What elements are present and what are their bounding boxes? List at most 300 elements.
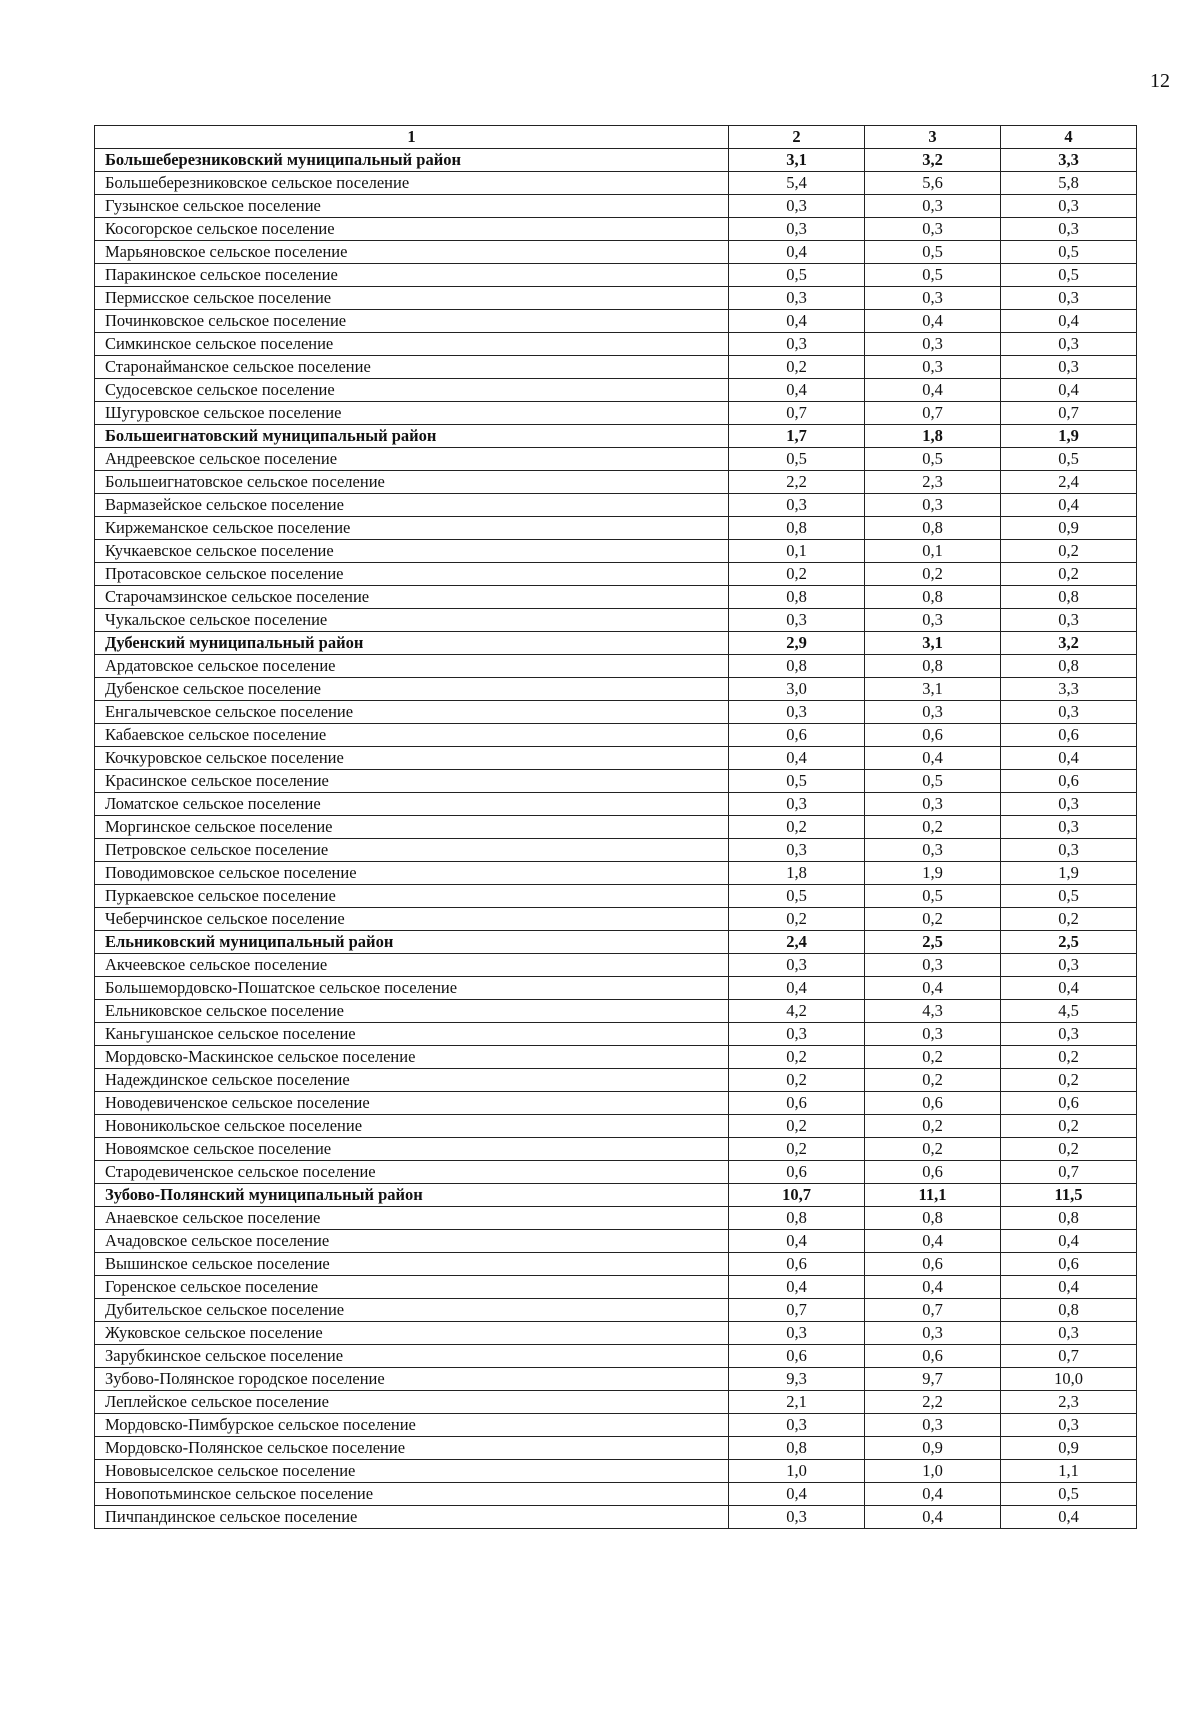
table-row — [95, 333, 1137, 356]
row-value-col4-cell: 0,5 — [1001, 241, 1137, 264]
row-value-col4-cell: 1,1 — [1001, 1460, 1137, 1483]
row-value-col2-cell: 0,3 — [729, 1506, 865, 1529]
row-name-cell: Судосевское сельское поселение — [95, 379, 729, 402]
row-value-col2-cell: 0,8 — [729, 1207, 865, 1230]
row-name-cell: Стародевиченское сельское поселение — [95, 1161, 729, 1184]
table-row — [95, 540, 1137, 563]
row-value-col4-cell: 0,3 — [1001, 609, 1137, 632]
row-value-col4-cell: 0,2 — [1001, 563, 1137, 586]
row-value-col2-cell: 0,3 — [729, 287, 865, 310]
row-name-cell: Акчеевское сельское поселение — [95, 954, 729, 977]
row-value-col4-cell: 4,5 — [1001, 1000, 1137, 1023]
row-value-col3-cell: 5,6 — [865, 172, 1001, 195]
row-value-col3-cell: 2,2 — [865, 1391, 1001, 1414]
row-value-col2-cell: 0,4 — [729, 310, 865, 333]
table-row — [95, 448, 1137, 471]
row-name-cell: Паракинское сельское поселение — [95, 264, 729, 287]
row-value-col2-cell: 0,5 — [729, 448, 865, 471]
row-value-col3-cell: 0,3 — [865, 609, 1001, 632]
row-value-col4-cell: 0,7 — [1001, 1161, 1137, 1184]
row-value-col2-cell: 2,4 — [729, 931, 865, 954]
row-value-col3-cell: 0,4 — [865, 977, 1001, 1000]
row-name-cell: Большеигнатовское сельское поселение — [95, 471, 729, 494]
row-name-cell: Большеигнатовский муниципальный район — [95, 425, 729, 448]
row-value-col2-cell: 3,0 — [729, 678, 865, 701]
row-value-col2-cell: 0,3 — [729, 1322, 865, 1345]
row-value-col2-cell: 0,2 — [729, 816, 865, 839]
table-row — [95, 1138, 1137, 1161]
table-row — [95, 379, 1137, 402]
row-value-col4-cell: 1,9 — [1001, 425, 1137, 448]
row-value-col3-cell: 0,3 — [865, 954, 1001, 977]
row-value-col2-cell: 0,3 — [729, 954, 865, 977]
row-value-col3-cell: 0,7 — [865, 1299, 1001, 1322]
row-value-col2-cell: 0,7 — [729, 402, 865, 425]
row-value-col4-cell: 0,2 — [1001, 1138, 1137, 1161]
row-name-cell: Жуковское сельское поселение — [95, 1322, 729, 1345]
row-name-cell: Дубенский муниципальный район — [95, 632, 729, 655]
table-row — [95, 1069, 1137, 1092]
row-value-col3-cell: 0,2 — [865, 1069, 1001, 1092]
row-name-cell: Старонайманское сельское поселение — [95, 356, 729, 379]
row-value-col4-cell: 0,4 — [1001, 1506, 1137, 1529]
row-value-col3-cell: 0,3 — [865, 356, 1001, 379]
row-value-col3-cell: 3,1 — [865, 632, 1001, 655]
row-value-col2-cell: 9,3 — [729, 1368, 865, 1391]
row-name-cell: Зубово-Полянский муниципальный район — [95, 1184, 729, 1207]
row-name-cell: Каньгушанское сельское поселение — [95, 1023, 729, 1046]
row-value-col4-cell: 0,4 — [1001, 379, 1137, 402]
table-row — [95, 1161, 1137, 1184]
row-value-col4-cell: 0,3 — [1001, 1023, 1137, 1046]
row-name-cell: Дубенское сельское поселение — [95, 678, 729, 701]
district-row — [95, 931, 1137, 954]
row-value-col4-cell: 3,3 — [1001, 678, 1137, 701]
row-name-cell: Большеберезниковский муниципальный район — [95, 149, 729, 172]
row-name-cell: Большеберезниковское сельское поселение — [95, 172, 729, 195]
row-name-cell: Горенское сельское поселение — [95, 1276, 729, 1299]
row-value-col4-cell: 0,6 — [1001, 724, 1137, 747]
table-row — [95, 1023, 1137, 1046]
row-name-cell: Надеждинское сельское поселение — [95, 1069, 729, 1092]
row-value-col3-cell: 1,0 — [865, 1460, 1001, 1483]
row-value-col2-cell: 0,4 — [729, 241, 865, 264]
row-name-cell: Кучкаевское сельское поселение — [95, 540, 729, 563]
row-value-col2-cell: 0,6 — [729, 1161, 865, 1184]
row-value-col3-cell: 0,8 — [865, 655, 1001, 678]
table-row — [95, 1414, 1137, 1437]
row-value-col4-cell: 2,4 — [1001, 471, 1137, 494]
row-value-col3-cell: 0,8 — [865, 1207, 1001, 1230]
row-value-col3-cell: 0,2 — [865, 1046, 1001, 1069]
table-row — [95, 195, 1137, 218]
table-row — [95, 747, 1137, 770]
row-value-col3-cell: 0,3 — [865, 839, 1001, 862]
row-value-col4-cell: 0,4 — [1001, 747, 1137, 770]
row-value-col2-cell: 0,5 — [729, 770, 865, 793]
row-value-col4-cell: 0,4 — [1001, 310, 1137, 333]
row-value-col4-cell: 0,3 — [1001, 1414, 1137, 1437]
row-name-cell: Енгалычевское сельское поселение — [95, 701, 729, 724]
row-value-col4-cell: 0,3 — [1001, 816, 1137, 839]
table-row — [95, 1391, 1137, 1414]
row-value-col2-cell: 0,5 — [729, 885, 865, 908]
row-value-col4-cell: 0,6 — [1001, 1253, 1137, 1276]
table-row — [95, 977, 1137, 1000]
row-name-cell: Старочамзинское сельское поселение — [95, 586, 729, 609]
table-row — [95, 908, 1137, 931]
row-value-col3-cell: 0,7 — [865, 402, 1001, 425]
row-name-cell: Симкинское сельское поселение — [95, 333, 729, 356]
row-name-cell: Большемордовско-Пошатское сельское поселение — [95, 977, 729, 1000]
row-value-col4-cell: 0,6 — [1001, 770, 1137, 793]
row-value-col3-cell: 9,7 — [865, 1368, 1001, 1391]
row-value-col4-cell: 0,5 — [1001, 448, 1137, 471]
row-value-col2-cell: 0,2 — [729, 908, 865, 931]
row-value-col3-cell: 0,8 — [865, 586, 1001, 609]
row-value-col3-cell: 0,3 — [865, 287, 1001, 310]
row-value-col3-cell: 0,4 — [865, 1276, 1001, 1299]
row-value-col3-cell: 0,9 — [865, 1437, 1001, 1460]
table-row — [95, 241, 1137, 264]
row-value-col4-cell: 0,3 — [1001, 1322, 1137, 1345]
row-value-col2-cell: 0,2 — [729, 1138, 865, 1161]
row-value-col3-cell: 0,2 — [865, 908, 1001, 931]
table-row — [95, 1000, 1137, 1023]
row-name-cell: Ломатское сельское поселение — [95, 793, 729, 816]
row-value-col2-cell: 0,4 — [729, 379, 865, 402]
table-row — [95, 517, 1137, 540]
table-row — [95, 1483, 1137, 1506]
row-value-col3-cell: 2,5 — [865, 931, 1001, 954]
row-value-col3-cell: 4,3 — [865, 1000, 1001, 1023]
table-row — [95, 494, 1137, 517]
row-name-cell: Шугуровское сельское поселение — [95, 402, 729, 425]
row-value-col3-cell: 0,4 — [865, 747, 1001, 770]
row-value-col3-cell: 0,5 — [865, 264, 1001, 287]
row-value-col3-cell: 11,1 — [865, 1184, 1001, 1207]
row-value-col3-cell: 0,1 — [865, 540, 1001, 563]
table-row — [95, 563, 1137, 586]
row-value-col2-cell: 10,7 — [729, 1184, 865, 1207]
row-value-col2-cell: 2,1 — [729, 1391, 865, 1414]
row-value-col2-cell: 0,6 — [729, 1092, 865, 1115]
district-row — [95, 149, 1137, 172]
row-value-col3-cell: 0,6 — [865, 1253, 1001, 1276]
table-row — [95, 1115, 1137, 1138]
row-name-cell: Пичпандинское сельское поселение — [95, 1506, 729, 1529]
row-value-col3-cell: 3,1 — [865, 678, 1001, 701]
row-value-col2-cell: 0,3 — [729, 609, 865, 632]
row-value-col4-cell: 0,5 — [1001, 885, 1137, 908]
table-body — [95, 149, 1137, 1529]
district-row — [95, 1184, 1137, 1207]
row-value-col2-cell: 0,2 — [729, 1069, 865, 1092]
table-row — [95, 839, 1137, 862]
row-value-col2-cell: 1,0 — [729, 1460, 865, 1483]
row-value-col3-cell: 0,8 — [865, 517, 1001, 540]
row-value-col3-cell: 0,3 — [865, 494, 1001, 517]
table-row — [95, 310, 1137, 333]
row-value-col3-cell: 0,4 — [865, 310, 1001, 333]
row-value-col2-cell: 0,8 — [729, 1437, 865, 1460]
row-value-col2-cell: 0,8 — [729, 517, 865, 540]
table-row — [95, 1345, 1137, 1368]
row-value-col3-cell: 0,2 — [865, 1138, 1001, 1161]
table-row — [95, 609, 1137, 632]
row-value-col4-cell: 0,3 — [1001, 954, 1137, 977]
row-value-col3-cell: 0,2 — [865, 1115, 1001, 1138]
table-row — [95, 287, 1137, 310]
row-value-col4-cell: 0,3 — [1001, 793, 1137, 816]
row-value-col4-cell: 0,6 — [1001, 1092, 1137, 1115]
row-value-col2-cell: 0,4 — [729, 977, 865, 1000]
row-value-col4-cell: 2,3 — [1001, 1391, 1137, 1414]
row-value-col2-cell: 0,2 — [729, 1046, 865, 1069]
row-value-col2-cell: 0,2 — [729, 563, 865, 586]
row-name-cell: Зарубкинское сельское поселение — [95, 1345, 729, 1368]
row-value-col4-cell: 0,7 — [1001, 402, 1137, 425]
row-value-col3-cell: 2,3 — [865, 471, 1001, 494]
table-row — [95, 1368, 1137, 1391]
table-row — [95, 172, 1137, 195]
row-value-col4-cell: 0,4 — [1001, 1230, 1137, 1253]
row-value-col3-cell: 0,4 — [865, 379, 1001, 402]
table-row — [95, 1322, 1137, 1345]
row-value-col3-cell: 0,3 — [865, 1414, 1001, 1437]
column-header-3: 3 — [865, 126, 1001, 149]
table-row — [95, 770, 1137, 793]
row-value-col3-cell: 0,6 — [865, 1161, 1001, 1184]
table-row — [95, 402, 1137, 425]
row-value-col2-cell: 0,3 — [729, 701, 865, 724]
row-value-col4-cell: 0,5 — [1001, 1483, 1137, 1506]
row-name-cell: Петровское сельское поселение — [95, 839, 729, 862]
row-name-cell: Ачадовское сельское поселение — [95, 1230, 729, 1253]
table-row — [95, 678, 1137, 701]
row-name-cell: Леплейское сельское поселение — [95, 1391, 729, 1414]
row-name-cell: Вышинское сельское поселение — [95, 1253, 729, 1276]
row-value-col3-cell: 0,4 — [865, 1483, 1001, 1506]
row-value-col4-cell: 0,3 — [1001, 195, 1137, 218]
row-value-col2-cell: 0,3 — [729, 839, 865, 862]
table-row — [95, 356, 1137, 379]
row-value-col4-cell: 3,3 — [1001, 149, 1137, 172]
table-row — [95, 471, 1137, 494]
row-value-col3-cell: 0,6 — [865, 1092, 1001, 1115]
row-value-col2-cell: 0,3 — [729, 333, 865, 356]
row-value-col4-cell: 0,3 — [1001, 287, 1137, 310]
row-name-cell: Протасовское сельское поселение — [95, 563, 729, 586]
row-value-col4-cell: 11,5 — [1001, 1184, 1137, 1207]
column-header-1: 1 — [95, 126, 729, 149]
row-value-col2-cell: 0,8 — [729, 655, 865, 678]
row-name-cell: Киржеманское сельское поселение — [95, 517, 729, 540]
row-value-col2-cell: 2,2 — [729, 471, 865, 494]
row-value-col2-cell: 0,2 — [729, 356, 865, 379]
row-name-cell: Ельниковский муниципальный район — [95, 931, 729, 954]
table-row — [95, 862, 1137, 885]
row-value-col2-cell: 0,4 — [729, 1483, 865, 1506]
table-row — [95, 586, 1137, 609]
row-value-col4-cell: 0,5 — [1001, 264, 1137, 287]
row-value-col4-cell: 0,3 — [1001, 701, 1137, 724]
table-row — [95, 1046, 1137, 1069]
row-name-cell: Новопотьминское сельское поселение — [95, 1483, 729, 1506]
row-value-col4-cell: 0,9 — [1001, 517, 1137, 540]
table-row — [95, 885, 1137, 908]
row-name-cell: Красинское сельское поселение — [95, 770, 729, 793]
row-value-col4-cell: 0,8 — [1001, 1207, 1137, 1230]
row-value-col4-cell: 0,4 — [1001, 977, 1137, 1000]
row-value-col2-cell: 0,3 — [729, 1023, 865, 1046]
row-name-cell: Чеберчинское сельское поселение — [95, 908, 729, 931]
row-value-col2-cell: 0,6 — [729, 1345, 865, 1368]
row-value-col2-cell: 0,6 — [729, 1253, 865, 1276]
table-row — [95, 218, 1137, 241]
row-value-col3-cell: 0,5 — [865, 241, 1001, 264]
table-row — [95, 1460, 1137, 1483]
row-value-col3-cell: 1,8 — [865, 425, 1001, 448]
row-value-col2-cell: 5,4 — [729, 172, 865, 195]
row-value-col2-cell: 0,4 — [729, 1230, 865, 1253]
row-value-col4-cell: 0,9 — [1001, 1437, 1137, 1460]
row-value-col4-cell: 0,2 — [1001, 540, 1137, 563]
table-header-row — [95, 126, 1137, 149]
row-value-col4-cell: 3,2 — [1001, 632, 1137, 655]
row-name-cell: Зубово-Полянское городское поселение — [95, 1368, 729, 1391]
row-value-col2-cell: 0,3 — [729, 195, 865, 218]
row-name-cell: Новоникольское сельское поселение — [95, 1115, 729, 1138]
table-row — [95, 1092, 1137, 1115]
row-value-col3-cell: 0,5 — [865, 448, 1001, 471]
row-value-col4-cell: 0,2 — [1001, 1069, 1137, 1092]
row-value-col4-cell: 0,8 — [1001, 1299, 1137, 1322]
row-value-col4-cell: 0,3 — [1001, 333, 1137, 356]
row-name-cell: Новоямское сельское поселение — [95, 1138, 729, 1161]
row-name-cell: Починковское сельское поселение — [95, 310, 729, 333]
row-value-col4-cell: 0,7 — [1001, 1345, 1137, 1368]
row-value-col2-cell: 0,7 — [729, 1299, 865, 1322]
table-row — [95, 1207, 1137, 1230]
row-value-col2-cell: 0,3 — [729, 494, 865, 517]
row-name-cell: Дубительское сельское поселение — [95, 1299, 729, 1322]
column-header-4: 4 — [1001, 126, 1137, 149]
row-value-col2-cell: 4,2 — [729, 1000, 865, 1023]
table-row — [95, 793, 1137, 816]
row-name-cell: Анаевское сельское поселение — [95, 1207, 729, 1230]
table-row — [95, 724, 1137, 747]
column-header-2: 2 — [729, 126, 865, 149]
row-name-cell: Ельниковское сельское поселение — [95, 1000, 729, 1023]
row-name-cell: Вармазейское сельское поселение — [95, 494, 729, 517]
row-value-col2-cell: 1,8 — [729, 862, 865, 885]
row-name-cell: Мордовско-Пимбурское сельское поселение — [95, 1414, 729, 1437]
row-value-col4-cell: 0,3 — [1001, 218, 1137, 241]
row-value-col2-cell: 0,2 — [729, 1115, 865, 1138]
row-value-col4-cell: 0,2 — [1001, 1115, 1137, 1138]
page-number: 12 — [1150, 70, 1170, 92]
row-value-col3-cell: 0,6 — [865, 1345, 1001, 1368]
row-name-cell: Новодевиченское сельское поселение — [95, 1092, 729, 1115]
district-row — [95, 632, 1137, 655]
row-value-col3-cell: 0,5 — [865, 885, 1001, 908]
row-name-cell: Кабаевское сельское поселение — [95, 724, 729, 747]
row-value-col3-cell: 0,4 — [865, 1506, 1001, 1529]
row-value-col3-cell: 1,9 — [865, 862, 1001, 885]
row-value-col3-cell: 0,3 — [865, 1322, 1001, 1345]
row-value-col4-cell: 0,2 — [1001, 908, 1137, 931]
table-row — [95, 1437, 1137, 1460]
row-name-cell: Ардатовское сельское поселение — [95, 655, 729, 678]
row-name-cell: Нововыселское сельское поселение — [95, 1460, 729, 1483]
row-name-cell: Косогорское сельское поселение — [95, 218, 729, 241]
table-row — [95, 264, 1137, 287]
row-value-col4-cell: 5,8 — [1001, 172, 1137, 195]
row-name-cell: Чукальское сельское поселение — [95, 609, 729, 632]
row-value-col3-cell: 0,3 — [865, 701, 1001, 724]
row-value-col3-cell: 0,3 — [865, 793, 1001, 816]
row-value-col2-cell: 0,5 — [729, 264, 865, 287]
table-row — [95, 655, 1137, 678]
row-name-cell: Марьяновское сельское поселение — [95, 241, 729, 264]
table-row — [95, 1253, 1137, 1276]
row-value-col2-cell: 0,3 — [729, 1414, 865, 1437]
row-value-col2-cell: 0,4 — [729, 747, 865, 770]
district-row — [95, 425, 1137, 448]
table-row — [95, 1506, 1137, 1529]
row-value-col4-cell: 2,5 — [1001, 931, 1137, 954]
table-row — [95, 1276, 1137, 1299]
row-name-cell: Мордовско-Полянское сельское поселение — [95, 1437, 729, 1460]
data-table — [94, 125, 1137, 1529]
row-name-cell: Кочкуровское сельское поселение — [95, 747, 729, 770]
row-value-col3-cell: 0,3 — [865, 218, 1001, 241]
row-value-col3-cell: 0,3 — [865, 195, 1001, 218]
row-name-cell: Андреевское сельское поселение — [95, 448, 729, 471]
row-value-col2-cell: 0,3 — [729, 793, 865, 816]
row-value-col3-cell: 0,4 — [865, 1230, 1001, 1253]
row-value-col3-cell: 0,2 — [865, 563, 1001, 586]
row-name-cell: Моргинское сельское поселение — [95, 816, 729, 839]
table-row — [95, 1299, 1137, 1322]
row-value-col3-cell: 0,3 — [865, 333, 1001, 356]
table-row — [95, 954, 1137, 977]
row-value-col4-cell: 0,3 — [1001, 356, 1137, 379]
row-value-col3-cell: 0,5 — [865, 770, 1001, 793]
row-value-col3-cell: 3,2 — [865, 149, 1001, 172]
row-value-col2-cell: 3,1 — [729, 149, 865, 172]
row-value-col4-cell: 0,4 — [1001, 494, 1137, 517]
row-value-col2-cell: 2,9 — [729, 632, 865, 655]
row-value-col2-cell: 0,8 — [729, 586, 865, 609]
table-row — [95, 816, 1137, 839]
row-value-col4-cell: 0,4 — [1001, 1276, 1137, 1299]
table-row — [95, 1230, 1137, 1253]
row-name-cell: Мордовско-Маскинское сельское поселение — [95, 1046, 729, 1069]
row-value-col4-cell: 1,9 — [1001, 862, 1137, 885]
row-value-col4-cell: 0,8 — [1001, 655, 1137, 678]
row-value-col2-cell: 1,7 — [729, 425, 865, 448]
row-value-col4-cell: 0,2 — [1001, 1046, 1137, 1069]
row-name-cell: Пермисское сельское поселение — [95, 287, 729, 310]
row-value-col3-cell: 0,2 — [865, 816, 1001, 839]
row-value-col4-cell: 0,3 — [1001, 839, 1137, 862]
row-name-cell: Поводимовское сельское поселение — [95, 862, 729, 885]
row-name-cell: Пуркаевское сельское поселение — [95, 885, 729, 908]
row-value-col2-cell: 0,4 — [729, 1276, 865, 1299]
row-value-col2-cell: 0,3 — [729, 218, 865, 241]
